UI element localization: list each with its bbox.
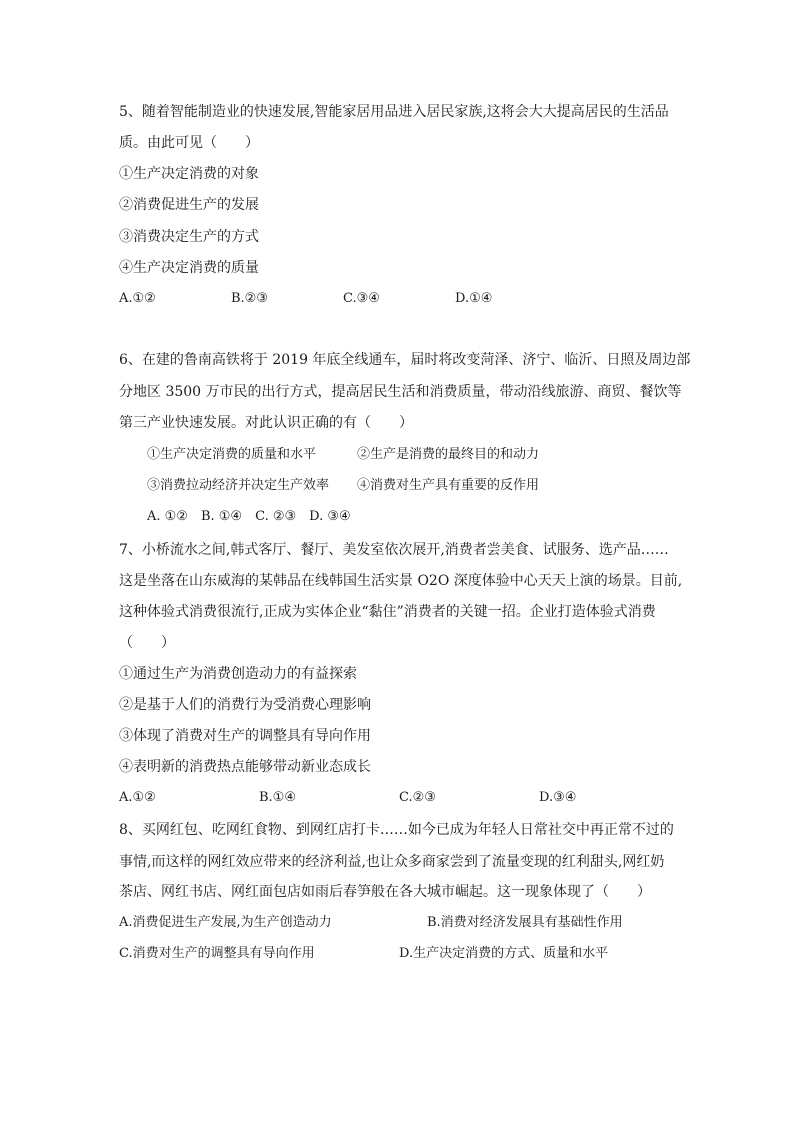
q5-option-d[interactable]: D.①④ (455, 291, 493, 306)
q6-options[interactable]: A. ①② B. ①④ C. ②③ D. ③④ (147, 509, 351, 524)
q5-option-a[interactable]: A.①② (119, 291, 156, 306)
q7-stem-line-3: 这种体验式消费很流行,正成为实体企业“黏住”消费者的关键一招。企业打造体验式消费 (119, 604, 656, 620)
q8-option-c[interactable]: C.消费对生产的调整具有导向作用 (119, 946, 315, 961)
q8-stem-line-2: 事情,而这样的网红效应带来的经济利益,也让众多商家尝到了流量变现的红利甜头,网红奶 (119, 854, 665, 870)
q6-statement-4: ④消费对生产具有重要的反作用 (357, 478, 540, 493)
q6-stem-line-1: 6、在建的鲁南高铁将于 2019 年底全线通车，届时将改变菏泽、济宁、临沂、日照及周边部 (119, 352, 691, 368)
q5-statement-3: ③消费决定生产的方式 (119, 229, 259, 245)
q7-stem-line-1: 7、小桥流水之间,韩式客厅、餐厅、美发室依次展开,消费者尝美食、试服务、选产品…… (119, 542, 669, 558)
q7-option-d[interactable]: D.③④ (539, 790, 577, 805)
q8-stem-line-1: 8、买网红包、吃网红食物、到网红店打卡……如今已成为年轻人日常社交中再正常不过的 (119, 822, 674, 838)
q6-statement-3: ③消费拉动经济并决定生产效率 (147, 478, 330, 493)
q8-option-b[interactable]: B.消费对经济发展具有基础性作用 (427, 915, 623, 930)
q7-statement-4: ④表明新的消费热点能够带动新业态成长 (119, 759, 371, 775)
q5-statement-4: ④生产决定消费的质量 (119, 260, 259, 276)
q8-option-a[interactable]: A.消费促进生产发展,为生产创造动力 (119, 915, 332, 930)
q7-statement-2: ②是基于人们的消费行为受消费心理影响 (119, 697, 371, 713)
q7-statement-3: ③体现了消费对生产的调整具有导向作用 (119, 728, 371, 744)
q8-option-d[interactable]: D.生产决定消费的方式、质量和水平 (399, 946, 609, 961)
q7-option-a[interactable]: A.①② (119, 790, 156, 805)
q7-stem-line-4: （ ） (119, 635, 175, 651)
q6-stem-line-2: 分地区 3500 万市民的出行方式，提高居民生活和消费质量，带动沿线旅游、商贸、餐饮等 (119, 384, 682, 400)
q7-option-c[interactable]: C.②③ (399, 790, 436, 805)
q6-stem-line-3: 第三产业快速发展。对此认识正确的有（ ） (119, 415, 413, 431)
q5-stem-line-1: 5、随着智能制造业的快速发展,智能家居用品进入居民家族,这将会大大提高居民的生活品 (119, 104, 669, 120)
q5-option-c[interactable]: C.③④ (343, 291, 380, 306)
q6-statement-2: ②生产是消费的最终目的和动力 (357, 447, 540, 462)
q7-option-b[interactable]: B.①④ (259, 790, 296, 805)
q5-stem-line-2: 质。由此可见（ ） (119, 135, 259, 151)
q5-statement-2: ②消费促进生产的发展 (119, 197, 259, 213)
q5-statement-1: ①生产决定消费的对象 (119, 166, 259, 182)
q7-statement-1: ①通过生产为消费创造动力的有益探索 (119, 666, 357, 682)
q8-stem-line-3: 茶店、网红书店、网红面包店如雨后春笋般在各大城市崛起。这一现象体现了（ ） (119, 884, 651, 900)
q6-statement-1: ①生产决定消费的质量和水平 (147, 447, 317, 462)
q5-option-b[interactable]: B.②③ (231, 291, 268, 306)
q7-stem-line-2: 这是坐落在山东威海的某韩品在线韩国生活实景 O2O 深度体验中心天天上演的场景。目前, (119, 573, 683, 589)
